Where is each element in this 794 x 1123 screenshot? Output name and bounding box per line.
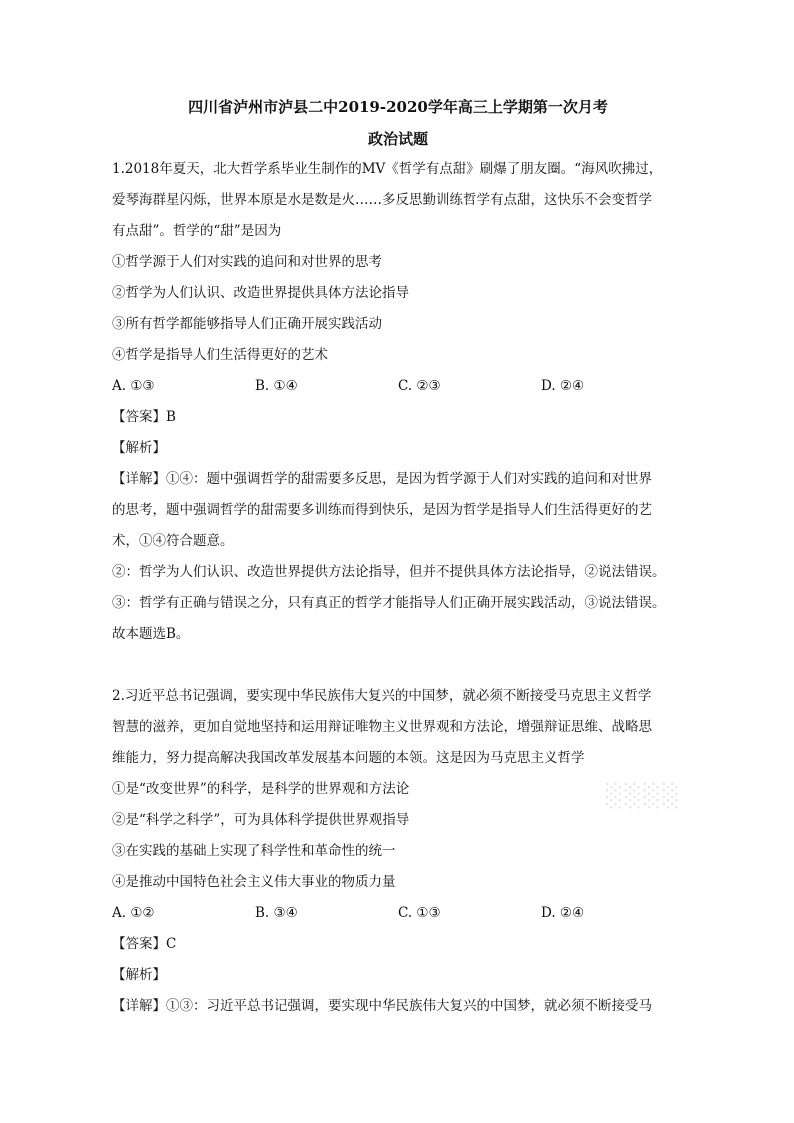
q1-item: ③所有哲学都能够指导人们正确开展实践活动 <box>112 316 382 332</box>
q1-option-b: B. ①④ <box>255 378 298 394</box>
q1-answer: 【答案】B <box>112 409 176 425</box>
q2-item: ②是“科学之科学”，可为具体科学提供世界观指导 <box>112 812 410 828</box>
question-1 <box>112 154 684 650</box>
document-page <box>112 96 684 1022</box>
q2-option-d: D. ②④ <box>541 905 585 921</box>
q2-item: ④是推动中国特色社会主义伟大事业的物质力量 <box>112 874 396 890</box>
q1-detail-line: 术，①④符合题意。 <box>112 533 234 549</box>
q2-options <box>112 898 684 929</box>
q1-detail-line: ③：哲学有正确与错误之分，只有真正的哲学才能指导人们正确开展实践活动，③说法错误。 <box>112 595 666 611</box>
q2-option-a: A. ①② <box>112 905 155 921</box>
q2-stem-line: 智慧的滋养，更加自觉地坚持和运用辩证唯物主义世界观和方法论，增强辩证思维、战略思 <box>112 719 652 735</box>
q1-detail-line: 故本题选B。 <box>112 626 190 642</box>
document-subtitle: 政治试题 <box>367 130 428 148</box>
q1-options <box>112 371 684 402</box>
q2-option-c: C. ①③ <box>398 905 441 921</box>
question-2 <box>112 681 684 1022</box>
faint-watermark: ░░░░ <box>606 784 682 809</box>
q2-item: ③在实践的基础上实现了科学性和革命性的统一 <box>112 843 396 859</box>
q1-option-c: C. ②③ <box>398 378 441 394</box>
q1-analysis-label: 【解析】 <box>112 440 166 456</box>
q2-option-b: B. ③④ <box>255 905 298 921</box>
q2-stem-line: 维能力，努力提高解决我国改革发展基本问题的本领。这是因为马克思主义哲学 <box>112 750 585 766</box>
q2-item: ①是“改变世界”的科学，是科学的世界观和方法论 <box>112 781 410 797</box>
q1-item: ④哲学是指导人们生活得更好的艺术 <box>112 347 328 363</box>
q1-detail-line: 的思考，题中强调哲学的甜需要多训练而得到快乐，是因为哲学是指导人们生活得更好的艺 <box>112 502 652 518</box>
q1-stem-line: 爱琴海群星闪烁，世界本原是水是数是火……多反思勤训练哲学有点甜，这快乐不会变哲学 <box>112 192 652 208</box>
q2-answer: 【答案】C <box>112 936 177 952</box>
q1-option-d: D. ②④ <box>541 378 585 394</box>
q1-detail-line: ②：哲学为人们认识、改造世界提供方法论指导，但并不提供具体方法论指导，②说法错误。 <box>112 564 666 580</box>
q2-stem-line: 2.习近平总书记强调，要实现中华民族伟大复兴的中国梦，就必须不断接受马克思主义哲学 <box>112 688 652 704</box>
q1-stem-line: 有点甜”。哲学的“甜”是因为 <box>112 223 282 239</box>
q2-analysis-label: 【解析】 <box>112 967 166 983</box>
document-title: 四川省泸州市泸县二中2019-2020学年高三上学期第一次月考 <box>188 98 608 116</box>
q1-item: ②哲学为人们认识、改造世界提供具体方法论指导 <box>112 285 409 301</box>
question-spacer <box>112 650 684 681</box>
q1-detail-line: 【详解】①④：题中强调哲学的甜需要多反思，是因为哲学源于人们对实践的追问和对世界 <box>112 471 652 487</box>
q1-item: ①哲学源于人们对实践的追问和对世界的思考 <box>112 254 382 270</box>
q1-stem-line: 1.2018年夏天，北大哲学系毕业生制作的MV《哲学有点甜》刷爆了朋友圈。“海风吹拂过， <box>112 161 663 177</box>
q2-detail-line: 【详解】①③：习近平总书记强调，要实现中华民族伟大复兴的中国梦，就必须不断接受马 <box>112 998 652 1014</box>
q1-option-a: A. ①③ <box>112 378 155 394</box>
